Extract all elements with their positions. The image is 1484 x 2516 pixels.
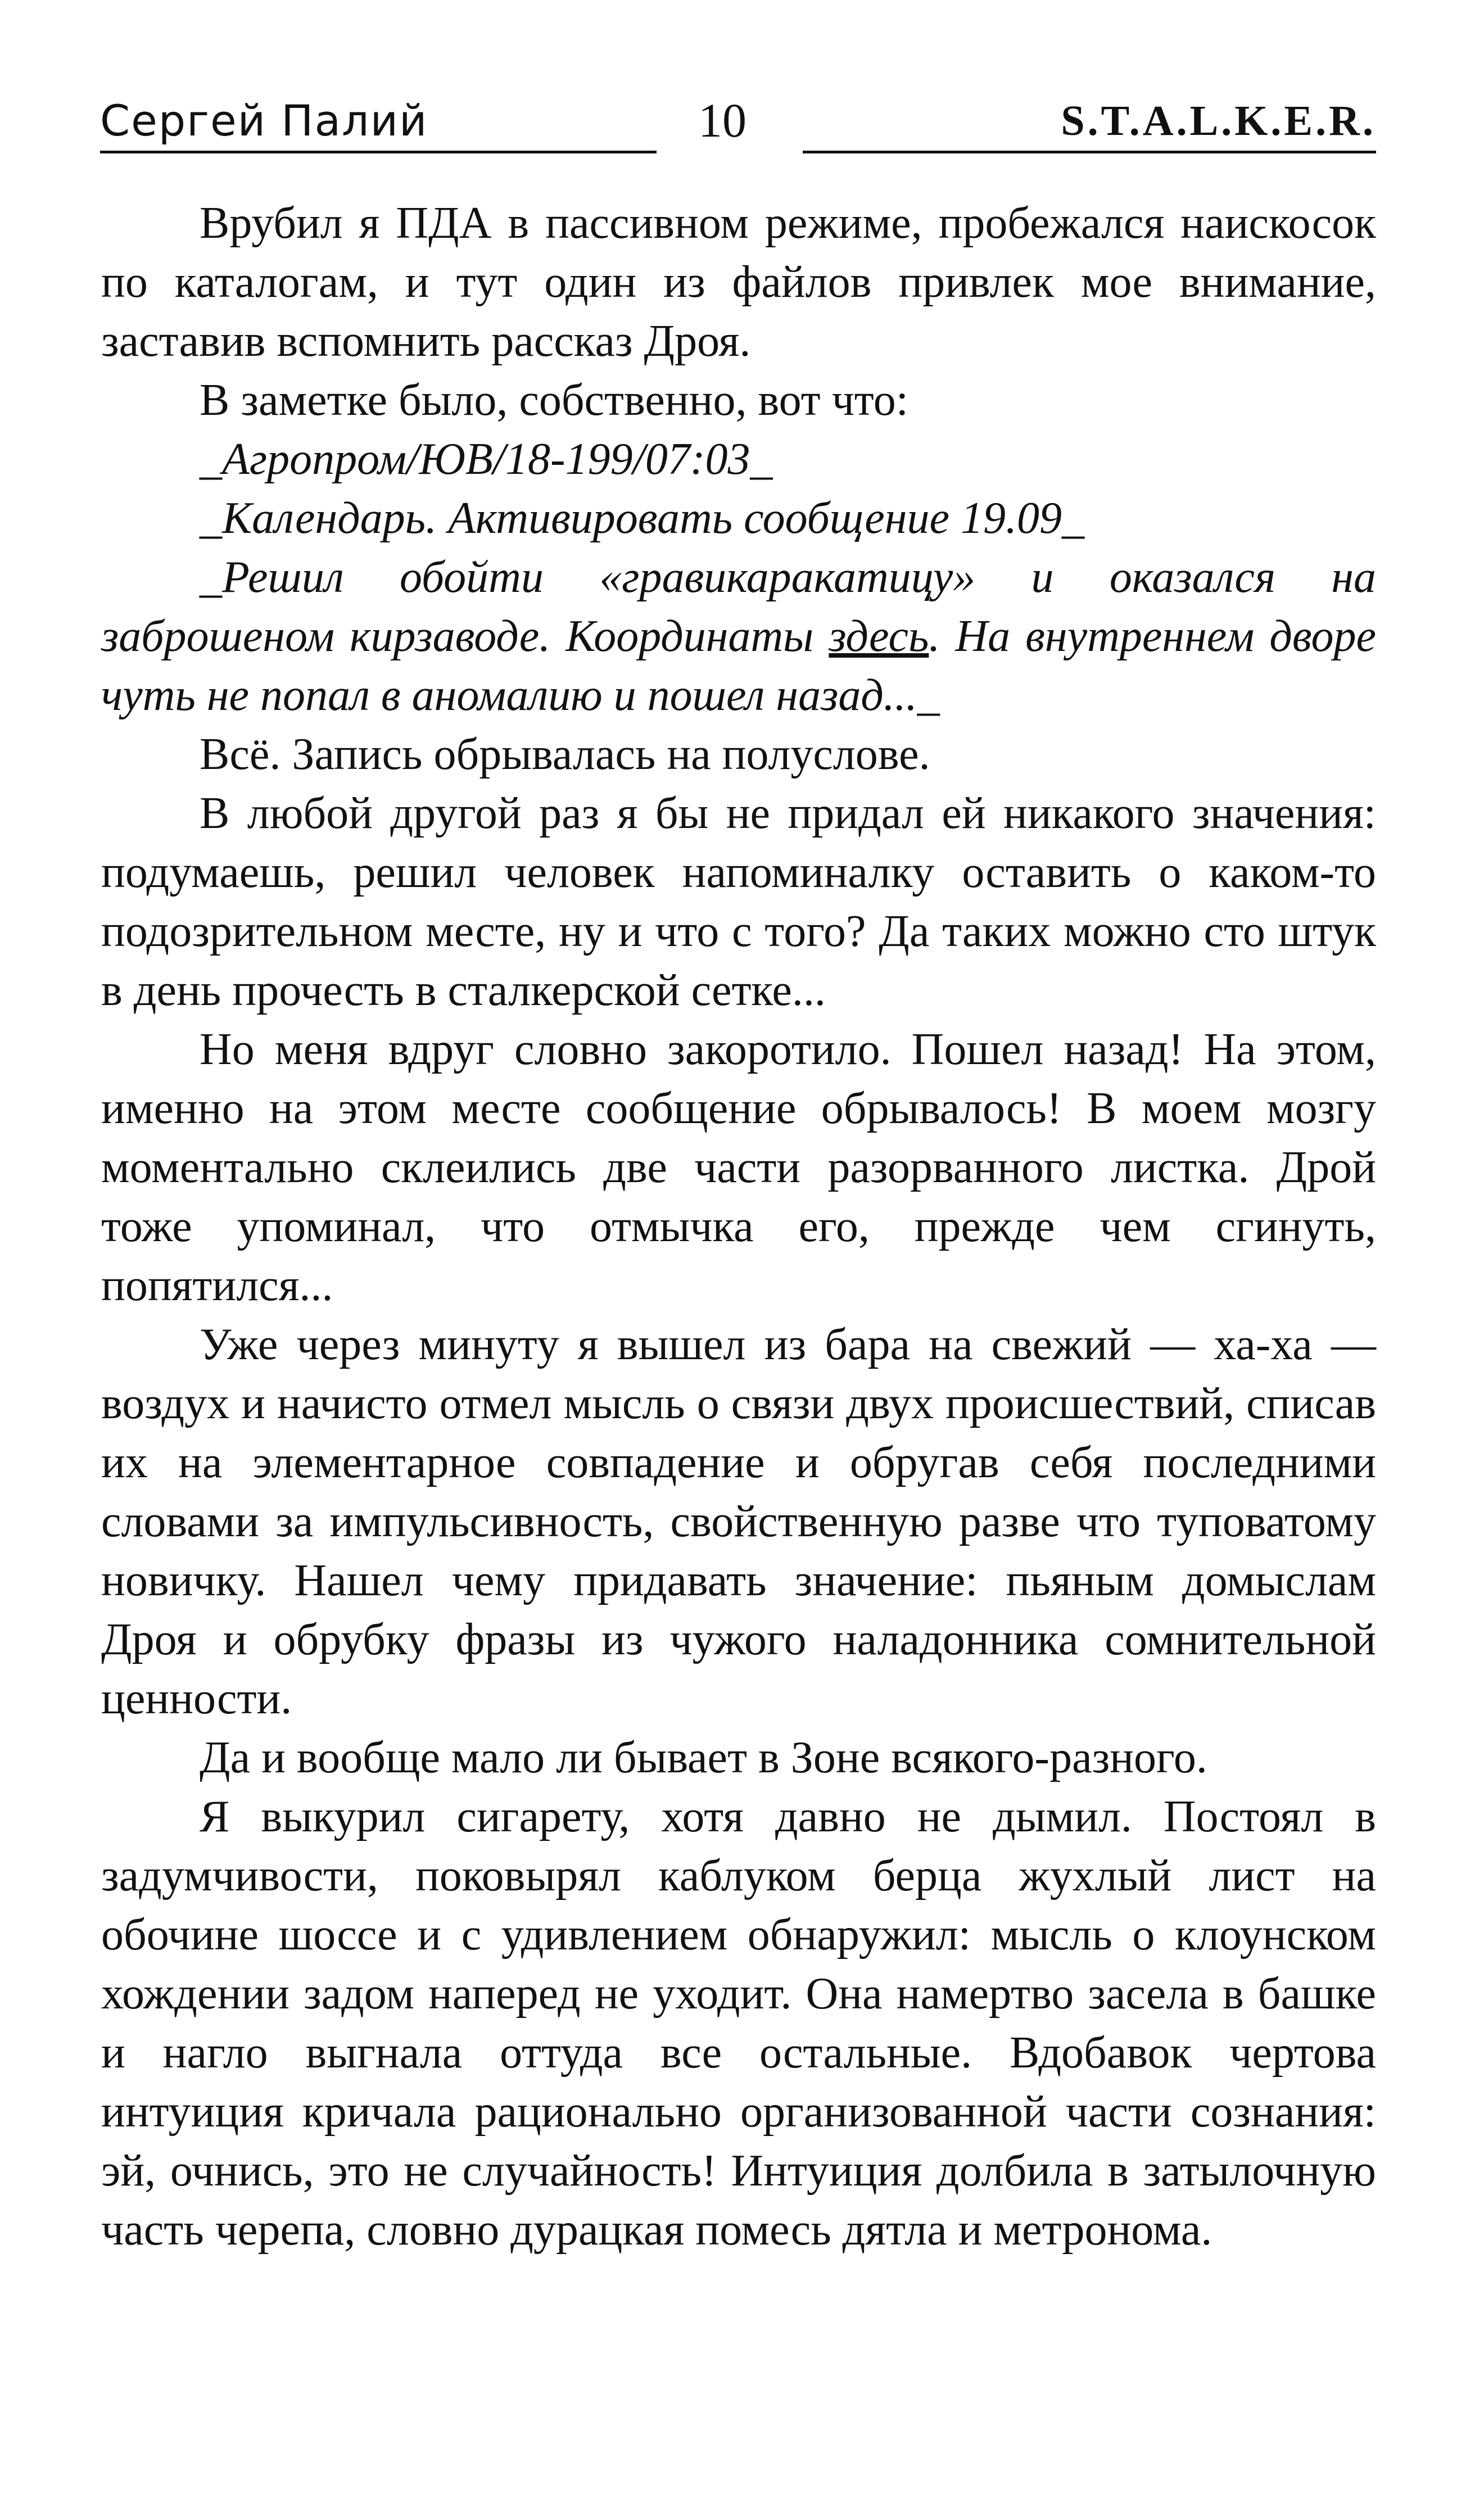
log-entry-calendar: _Календарь. Активировать сообщение 19.09_ [200, 494, 1084, 543]
paragraph: Уже через минуту я вышел из бара на свежий — ха-ха — воздух и начисто отмел мысль о связи двух происшествий, списав их на элементарное совпадение и обругав себя последними словами за импульсивность, свойственную разве что туповатому новичку. Нашел чему придавать значение: пьяным домыслам Дроя и обрубку фразы из чужого наладонника сомнительной ценности. [101, 1320, 1376, 1723]
paragraph: Но меня вдруг словно закоротило. Пошел назад! На этом, именно на этом месте сообщение обрывалось! В моем мозгу моментально склеились две части разорванного листка. Дрой тоже упоминал, что отмычка его, прежде чем сгинуть, попятился... [101, 1025, 1376, 1310]
running-header [100, 84, 1376, 163]
coordinates-link[interactable]: здесь [829, 612, 929, 661]
paragraph: Врубил я ПДА в пассивном режиме, пробежался наискосок по каталогам, и тут один из файлов привлек мое внимание, заставив вспомнить рассказ Дроя. [101, 198, 1376, 366]
paragraph: Да и вообще мало ли бывает в Зоне всякого-разного. [200, 1733, 1207, 1782]
paragraph: В заметке было, собственно, вот что: [200, 375, 908, 425]
paragraph: Всё. Запись обрывалась на полуслове. [200, 730, 930, 779]
log-entry-text-before: _Решил обойти «гравикаракатицу» и оказался на заброшеном кирзаводе. Координаты [101, 553, 1376, 661]
header-author: Сергей Палий [100, 96, 428, 146]
paragraph: В любой другой раз я бы не придал ей никакого значения: подумаешь, решил человек напоминалку оставить о каком-то подозрительном месте, ну и что с того? Да таких можно сто штук в день прочесть в сталкерской сетке... [101, 789, 1376, 1015]
header-rule-left [100, 151, 657, 153]
paragraph: Я выкурил сигарету, хотя давно не дымил. Постоял в задумчивости, поковырял каблуком берца жухлый лист на обочине шоссе и с удивлением обнаружил: мысль о клоунском хождении задом наперед не уходит. Она намертво засела в башке и нагло выгнала оттуда все остальные. Вдобавок чертова интуиция кричала рационально организованной части сознания: эй, очнись, это не случайность! Интуиция долбила в затылочную часть черепа, словно дурацкая помесь дятла и метронома. [101, 1792, 1376, 2255]
header-rule-right [803, 151, 1376, 153]
body-text [101, 194, 1376, 2260]
log-entry-text-after: . На внутреннем дворе чуть не попал в аномалию и пошел назад..._ [101, 612, 1376, 720]
header-series-title: S.T.A.L.K.E.R. [1061, 97, 1376, 144]
page-number: 10 [698, 93, 746, 147]
log-entry-location: _Агропром/ЮВ/18-199/07:03_ [200, 435, 773, 484]
log-entry-message [101, 548, 1376, 725]
